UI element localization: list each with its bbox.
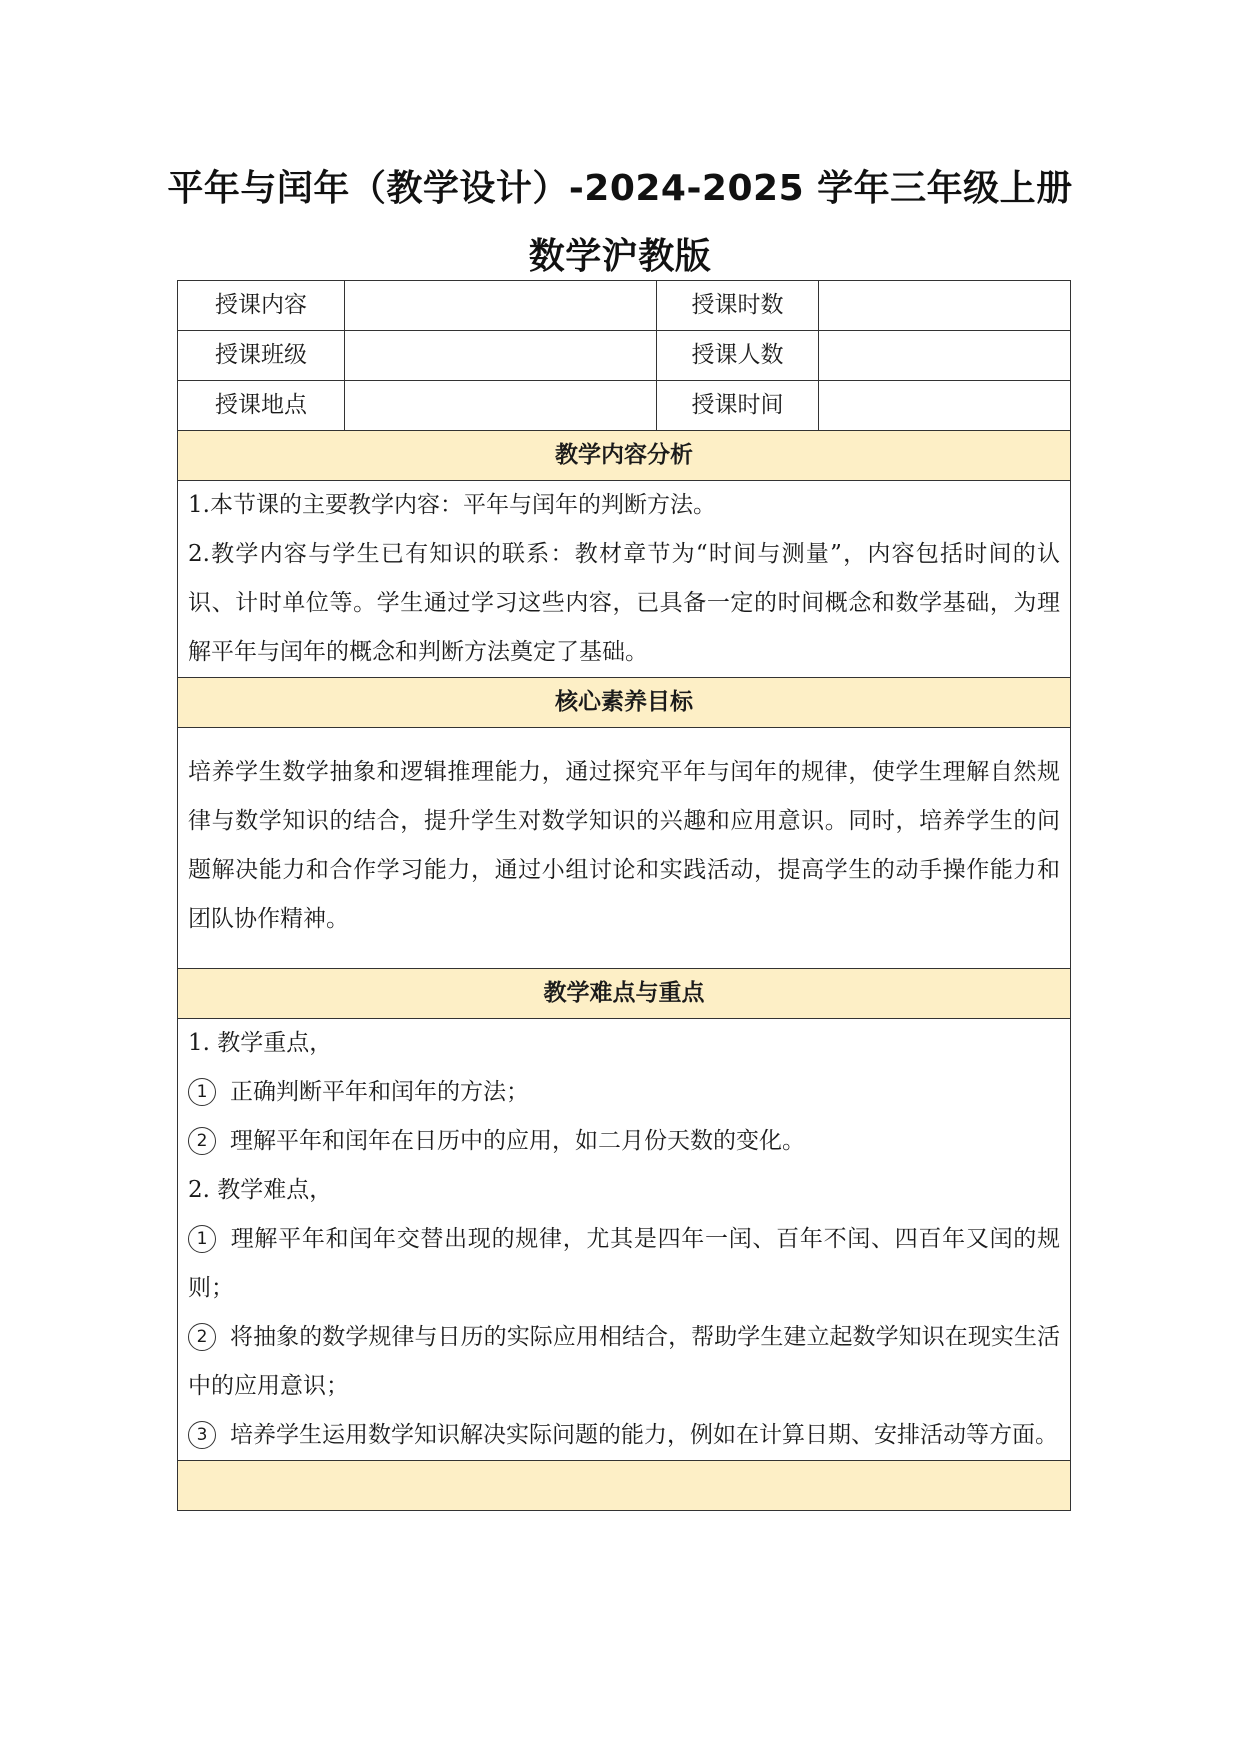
list-item-text: 理解平年和闰年在日历中的应用，如二月份天数的变化。 [230,1128,805,1154]
paragraph: 培养学生数学抽象和逻辑推理能力，通过探究平年与闰年的规律，使学生理解自然规律与数学知识的结合，提升学生对数学知识的兴趣和应用意识。同时，培养学生的问题解决能力和合作学习能力，通过小组讨论和实践活动，提高学生的动手操作能力和团队协作精神。 [188,759,1060,932]
value-cell[interactable] [819,331,1071,381]
content-analysis-body [178,481,1071,678]
info-row [178,281,1071,331]
core-goals-heading: 核心素养目标 [178,678,1071,728]
circled-number: 1 [188,1225,216,1253]
value-cell[interactable] [819,381,1071,431]
list-item-text: 培养学生运用数学知识解决实际问题的能力，例如在计算日期、安排活动等方面。 [230,1422,1058,1448]
info-row [178,331,1071,381]
list-item [188,1313,1060,1411]
label-cell: 授课时数 [657,281,819,331]
label-cell: 授课人数 [657,331,819,381]
section-body [178,481,1071,678]
label-cell: 授课内容 [178,281,345,331]
section-header-empty [178,1461,1071,1511]
circled-number: 3 [188,1421,216,1449]
list-item-text: 理解平年和闰年交替出现的规律，尤其是四年一闰、百年不闰、四百年又闰的规则； [188,1226,1060,1301]
document-title-line1: 平年与闰年（教学设计）-2024-2025 学年三年级上册 [167,168,1073,209]
section-body [178,1019,1071,1461]
section-body [178,728,1071,969]
label-cell: 授课时间 [657,381,819,431]
list-item [188,1068,1060,1117]
list-item-text: 将抽象的数学规律与日历的实际应用相结合，帮助学生建立起数学知识在现实生活中的应用意识； [188,1324,1060,1399]
document-title-line2: 数学沪教版 [528,236,712,277]
label-cell: 授课地点 [178,381,345,431]
section-header [178,969,1071,1019]
circled-number: 2 [188,1127,216,1155]
focus-title: 1. 教学重点， [188,1030,333,1056]
empty-heading-cell [178,1461,1071,1511]
circled-number: 2 [188,1323,216,1351]
section-header [178,431,1071,481]
list-item [188,1215,1060,1313]
core-goals-body [178,728,1071,969]
value-cell[interactable] [345,281,657,331]
key-points-body [178,1019,1071,1461]
list-item [188,1117,1060,1166]
difficulty-title: 2. 教学难点， [188,1177,333,1203]
value-cell[interactable] [345,331,657,381]
content-analysis-heading: 教学内容分析 [178,431,1071,481]
list-item [188,1411,1060,1460]
section-header [178,678,1071,728]
lesson-plan-table [177,280,1071,1511]
label-cell: 授课班级 [178,331,345,381]
key-points-heading: 教学难点与重点 [178,969,1071,1019]
list-item-text: 正确判断平年和闰年的方法； [230,1079,529,1105]
value-cell[interactable] [345,381,657,431]
circled-number: 1 [188,1078,216,1106]
value-cell[interactable] [819,281,1071,331]
paragraph: 1.本节课的主要教学内容：平年与闰年的判断方法。 [188,492,716,518]
paragraph: 2.教学内容与学生已有知识的联系：教材章节为“时间与测量”，内容包括时间的认识、计时单位等。学生通过学习这些内容，已具备一定的时间概念和数学基础，为理解平年与闰年的概念和判断方法奠定了基础。 [188,541,1060,665]
info-row [178,381,1071,431]
